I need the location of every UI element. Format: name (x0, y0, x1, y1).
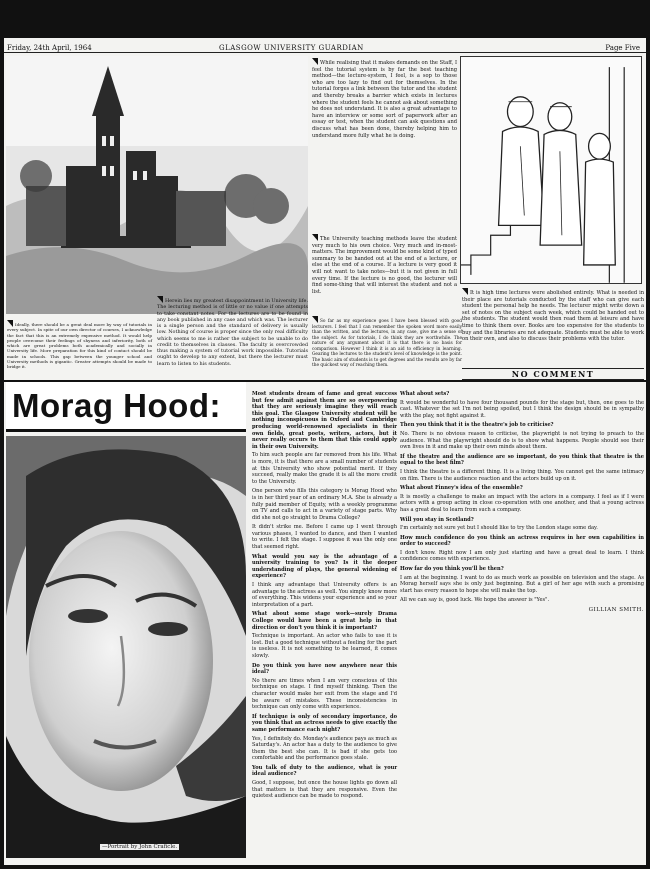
photo-credit: —Portrait by John Craficle. (102, 844, 178, 850)
article-column-d: So far as my experience goes I have been blessed with good lecturers. I feel that I can remember the spoken word more easily than the written, and the lectures, in any case, give me a sense of the subject. As for tutorials, I do think they are worthwhile. The nature of any argument about it is that there is no basis for comparison. However I think it is an aid to efficiency in learning. Gearing the lectures to the student's level of knowledge is the point. The basic aim of students is to get degrees and the results are by far the quickest way of reaching them. (312, 316, 462, 372)
feature-headline: Morag Hood: (12, 387, 221, 424)
article-column-a: Ideally, there should be a great deal more by way of tutorials in every subject. In spite of our own director of courses, I acknowledge the fact that this is an extremely expensive method. It would help people overcome their feelings of shyness and inferiority, both of which are great problems both academically and socially in University life. More preparation for this kind of contact should be made in schools. This gap between the younger school and University methods is gigantic. Greater attempts should be made to bridge it. (7, 322, 152, 369)
issue-date: Friday, 24th April, 1964 (7, 44, 92, 52)
paragraph-marker-icon (462, 288, 468, 295)
no-comment-banner: NO COMMENT (462, 368, 644, 380)
paragraph-marker-icon (157, 296, 163, 303)
students-on-stairs-illustration (460, 56, 642, 284)
author-signature: GILLIAN SMITH. (588, 607, 644, 614)
paragraph-marker-icon (312, 234, 318, 241)
morag-hood-portrait (6, 436, 246, 858)
article-column-c2: The University teaching methods leave the student very much to his own choice. Very much and in-most-matters. The improvement would be some kind of typed summary to be handed out at the end of a lecture, or else at the end of a course. If a lecture is very good it will not want to take notes—but it is not given in full every time. If the lecture is no good, the lecturer will find some-thing that will interest the student and not a list. (312, 236, 457, 295)
page-number: Page Five (605, 44, 640, 52)
article-column-c: While realising that it makes demands on the Staff, I feel the tutorial system is by far the best teaching method—the lecture-system, I feel, is a sop to those who are too lazy to find out for themselves. In the tutorial forges a link between the tutor and the student and thereby breaks a barrier which exists in lectures where the student feels he cannot ask about something he does not understand. It is also a great advantage to have an interview or some sort of paperwork after an essay or test, when the student can ask questions and discuss what has been done, thereby helping him to understand more fully what he is doing. (312, 60, 457, 139)
paragraph-marker-icon (312, 58, 318, 65)
newspaper-page (4, 38, 646, 865)
article-column-b: Herein lies my greatest disappointment in University life. The lecturing method is of little or no value if one attempts to take constant notes. For the lectures are to be found in any book published in any case and which was. The lecturer is a single person and the standard of delivery is usually low. Nothing of course is proper since the only real difficulty which seems to me is rather the subject to be unable to do credit to themselves in classes. The faculty is overcrowded thus making a system of tutorial work impossible. Tutorials ought to develop to any extent, but there the lecturer must learn to listen to his students. (157, 298, 308, 367)
interview-column-right: What about sets? It would be wonderful to have four thousand pounds for the stage but, then, one goes to the cast. Whatever the set I'm not being spoiled, but I think the design should be in sympathy with the play, not fight against it. Then you think that it is the theatre's job to criticise? No. There is no obvious reason to criticise, the playwright is not trying to preach to the audience. What the playwright should do is to show what happens. People should see their own lives in it and make up their own minds about them. If the theatre and the audience are so important, do you think that theatre is the equal to the best film? I think the theatre is a different thing. It is a living thing. You cannot get the same intimacy on film. There is the audience reaction and the actors build up on it. What about Finney's idea of the ensemble? It is mostly a challenge to make an impact with the actors in a company. I feel as if I were actors with a group acting in close co-operation with one another, and that a young actress has a great deal to learn from such a company. Will you stay in Scotland? I'm certainly not sure yet but I should like to try the London stage some day. How much confidence do you think an actress requires in her own capabilities in order to succeed? I don't know. Right now I am only just starting and have a great deal to learn. I think confidence comes with experience. How far do you think you'll be then? I am at the beginning. I want to do as much work as possible on television and the stage. As Morag herself says she is only just beginning. But a girl of her age with such a promising start has every reason to hope she will make the top. All we can say is, good luck. We hope the answer is "Yes". GILLIAN SMITH. (400, 391, 644, 614)
paragraph-marker-icon (312, 316, 318, 323)
header-rule (4, 52, 646, 53)
university-tower-photo (6, 56, 308, 314)
interview-column-left: Most students dream of fame and great success but few admit against them are so overpowering that they are seriously imagine they will reach this goal. The Glasgow University student will be nothing inconspicuous in Oxford and Cambridge producing world-renowned specialists in their own fields, great poets, writers, actors, but it never really occurs to them that this could apply in their own University. To him such people are far removed from his life. What is more, it is that there are a small number of students at this University who show potential merit. If they succeed, really make the grade it is all the more credit to the University. One person who fills this category is Morag Hood who is in her third year of an ordinary M.A. She is already a fully paid member of Equity, with a weekly programme on TV and calls to act in a variety of stage parts. Why did she not go straight to Drama College? It didn't strike me. Before I came up I went through various phases, I wanted to dance, and then I wanted to write. I felt the stage. I suppose it was the only one that seemed right. What would you say is the advantage of a university training to you? Is it the deeper understanding of plays, the general widening of experience? I think any advantage that University offers is an advantage to the actress as well. You simply know more of everything. This widens your experience and so your interpretation of a part. What about some stage work—surely Drama College would have been a great help in that direction or don't you think it is important? Technique is important. An actor who fails to use it is lost. But a good technique without a feeling for the part is useless. It is not something to be learned, it comes slowly. Do you think you have now anywhere near this ideal? No there are times when I am very conscious of this technique on stage. I find myself thinking. Then the character would make her exit from the stage and I'd be aware of mistakes. These inconsistencies in technique can only come with experience. If technique is only of secondary importance, do you think that an actress needs to give exactly the same performance each night? Yes, I definitely do. Monday's audience pays as much as Saturday's. An actor has a duty to the audience to give them the best she can. It is bad if she gets too comfortable and the performance goes stale. You talk of duty to the audience, what is your ideal audience? Good, I suppose, but once the house lights go down all that matters is that they are responsive. Even the quietest audience can be made to respond. (252, 391, 397, 800)
paragraph-marker-icon (7, 320, 13, 327)
masthead-title: GLASGOW UNIVERSITY GUARDIAN (219, 44, 364, 52)
headline-block (6, 382, 246, 432)
article-column-e: It is high time lectures were abolished entirely. What is needed in their place are tutorials conducted by the staff who can give each student the personal help he needs. The lecturer might write down a set of notes on the subject each week, which could be handed out to the students. The student would then read them at leisure and have time to think them over. Books are too expensive for the students to buy and the libraries are not adequate. Students must be able to work on their own, and also to discuss their problems with the tutor. (462, 290, 644, 343)
